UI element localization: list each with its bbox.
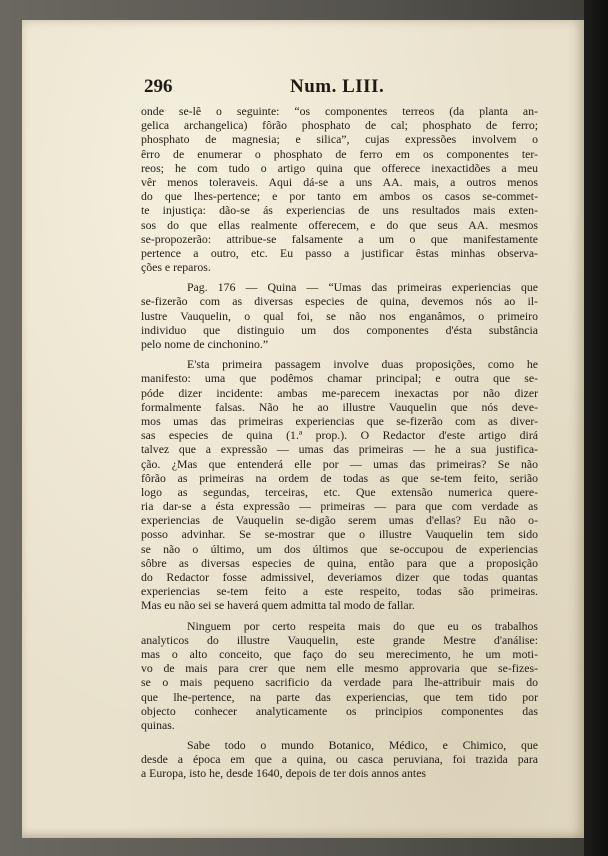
text-line: objecto conhecer analyticamente os principios componentes das	[141, 703, 538, 718]
text-line: a Europa, isto he, desde 1640, depois de ter dois annos antes	[141, 766, 427, 781]
text-line: manifesto: uma que podêmos chamar principal; e outra que se-	[141, 371, 538, 386]
text-line: posso advinhar. Se se-mostrar que o illustre Vauquelin tem sido	[141, 527, 538, 542]
text-line: experiencias de Vauquelin se-digão serem umas d'ellas? Eu não o-	[141, 513, 538, 528]
text-line: se o mais pequeno sacrificio da verdade para lhe-attribuir mais do	[141, 675, 538, 690]
text-line: vêr menos toleraveis. Aqui dá-se a uns AA. mais, a outros menos	[141, 174, 538, 189]
text-line: ria dar-se a ésta expressão — primeiras — para que com verdade as	[141, 499, 538, 514]
text-line: pertence a outro, etc. Eu passo a justificar êstas minhas observa-	[141, 245, 538, 260]
text-line: logo as segundas, terceiras, etc. Que extensão numerica quere-	[141, 484, 538, 499]
text-line: formalmente falsas. Não he ao illustre Vauquelin que nós deve-	[141, 399, 538, 414]
page-header	[144, 76, 534, 98]
text-line: analyticos do illustre Vauquelin, este grande Mestre d'análise:	[141, 632, 538, 647]
body-text	[141, 104, 538, 781]
text-line: desde a época em que a quina, ou casca peruviana, foi trazida para	[141, 752, 538, 767]
text-line: te injustiça: dão-se ás experiencias de uns resultados mais exten-	[141, 203, 538, 218]
text-line: mas o alto conceito, que faço do seu merecimento, he um moti-	[141, 646, 538, 661]
text-line: que lhe-pertence, na parte das experiencias, que tem tido por	[141, 689, 538, 704]
text-line: sôbre as diversas especies de quina, então para que a proposição	[141, 555, 538, 570]
text-line: reos; he com tudo o artigo quina que offerece inexactidões a meu	[141, 160, 538, 175]
page-number: 296	[144, 76, 173, 97]
text-line: se não o último, um dos últimos que se-occupou de experiencias	[141, 541, 538, 556]
text-line: Pag. 176 — Quina — “Umas das primeiras experiencias que	[187, 280, 538, 295]
text-line: sas especies de quina (1.ª prop.). O Redactor d'este artigo dirá	[141, 428, 538, 443]
text-line: Ninguem por certo respeita mais do que eu os trabalhos	[187, 618, 538, 633]
text-line: phosphato de magnesia; e silica”, cujas expressões involvem o	[141, 132, 538, 147]
text-line: sos do que ellas realmente offerecem, e do que seus AA. mesmos	[141, 217, 538, 232]
paragraph	[141, 738, 538, 781]
text-line: talvez que a expressão — umas das primeiras — he a sua justifica-	[141, 442, 538, 457]
paragraph	[141, 280, 538, 351]
text-line: Mas eu não sei se haverá quem admitta tal modo de fallar.	[141, 598, 415, 613]
text-line: experiencias se-tem feito a este respeito, todas são primeiras.	[141, 584, 538, 599]
text-line: ção. ¿Mas que entenderá elle por — umas das primeiras? Se não	[141, 456, 538, 471]
text-line: individuo que distinguio um dos componentes d'ésta substância	[141, 322, 538, 337]
text-line: ções e reparos.	[141, 260, 211, 275]
issue-title: Num. LIII.	[290, 76, 385, 97]
text-line: fôrão as primeiras na ordem de todas as que se-tem feito, serião	[141, 470, 538, 485]
text-line: póde dizer incidente: ambas me-parecem inexactas por não dizer	[141, 385, 538, 400]
text-line: pelo nome de cinchonino.”	[141, 337, 269, 351]
text-line: mos umas das primeiras experiencias que se-fizerão com as diver-	[141, 413, 538, 428]
paragraph	[141, 104, 538, 274]
text-line: vo de mais para crer que nem elle mesmo approvaria que se-fizes-	[141, 661, 538, 676]
text-line: se-fizerão com as diversas especies de quina, devemos nós ao il-	[141, 294, 538, 309]
text-line: quinas.	[141, 717, 175, 732]
text-line: lustre Vauquelin, o qual foi, se não nos enganâmos, o primeiro	[141, 308, 538, 323]
text-line: gelica archangelica) fôrão phosphato de cal; phosphato de ferro;	[141, 118, 538, 133]
text-line: Sabe todo o mundo Botanico, Médico, e Chimico, que	[187, 738, 538, 753]
paragraph	[141, 619, 538, 733]
text-line: êrro de enumerar o phosphato de ferro em os componentes ter-	[141, 146, 538, 161]
text-line: E'sta primeira passagem involve duas proposições, como he	[187, 357, 538, 372]
text-line: do Redactor fosse admissivel, deveriamos dizer que todas quantas	[141, 570, 538, 584]
text-line: se-propozerão: attribue-se falsamente a um o que manifestamente	[141, 231, 538, 246]
text-line: do que lhes-pertence; e por tanto em ambos os casos se-commet-	[141, 189, 538, 204]
book-spine-shadow	[584, 0, 608, 856]
paragraph	[141, 357, 538, 612]
text-line: onde se-lê o seguinte: “os componentes terreos (da planta an-	[141, 104, 538, 118]
